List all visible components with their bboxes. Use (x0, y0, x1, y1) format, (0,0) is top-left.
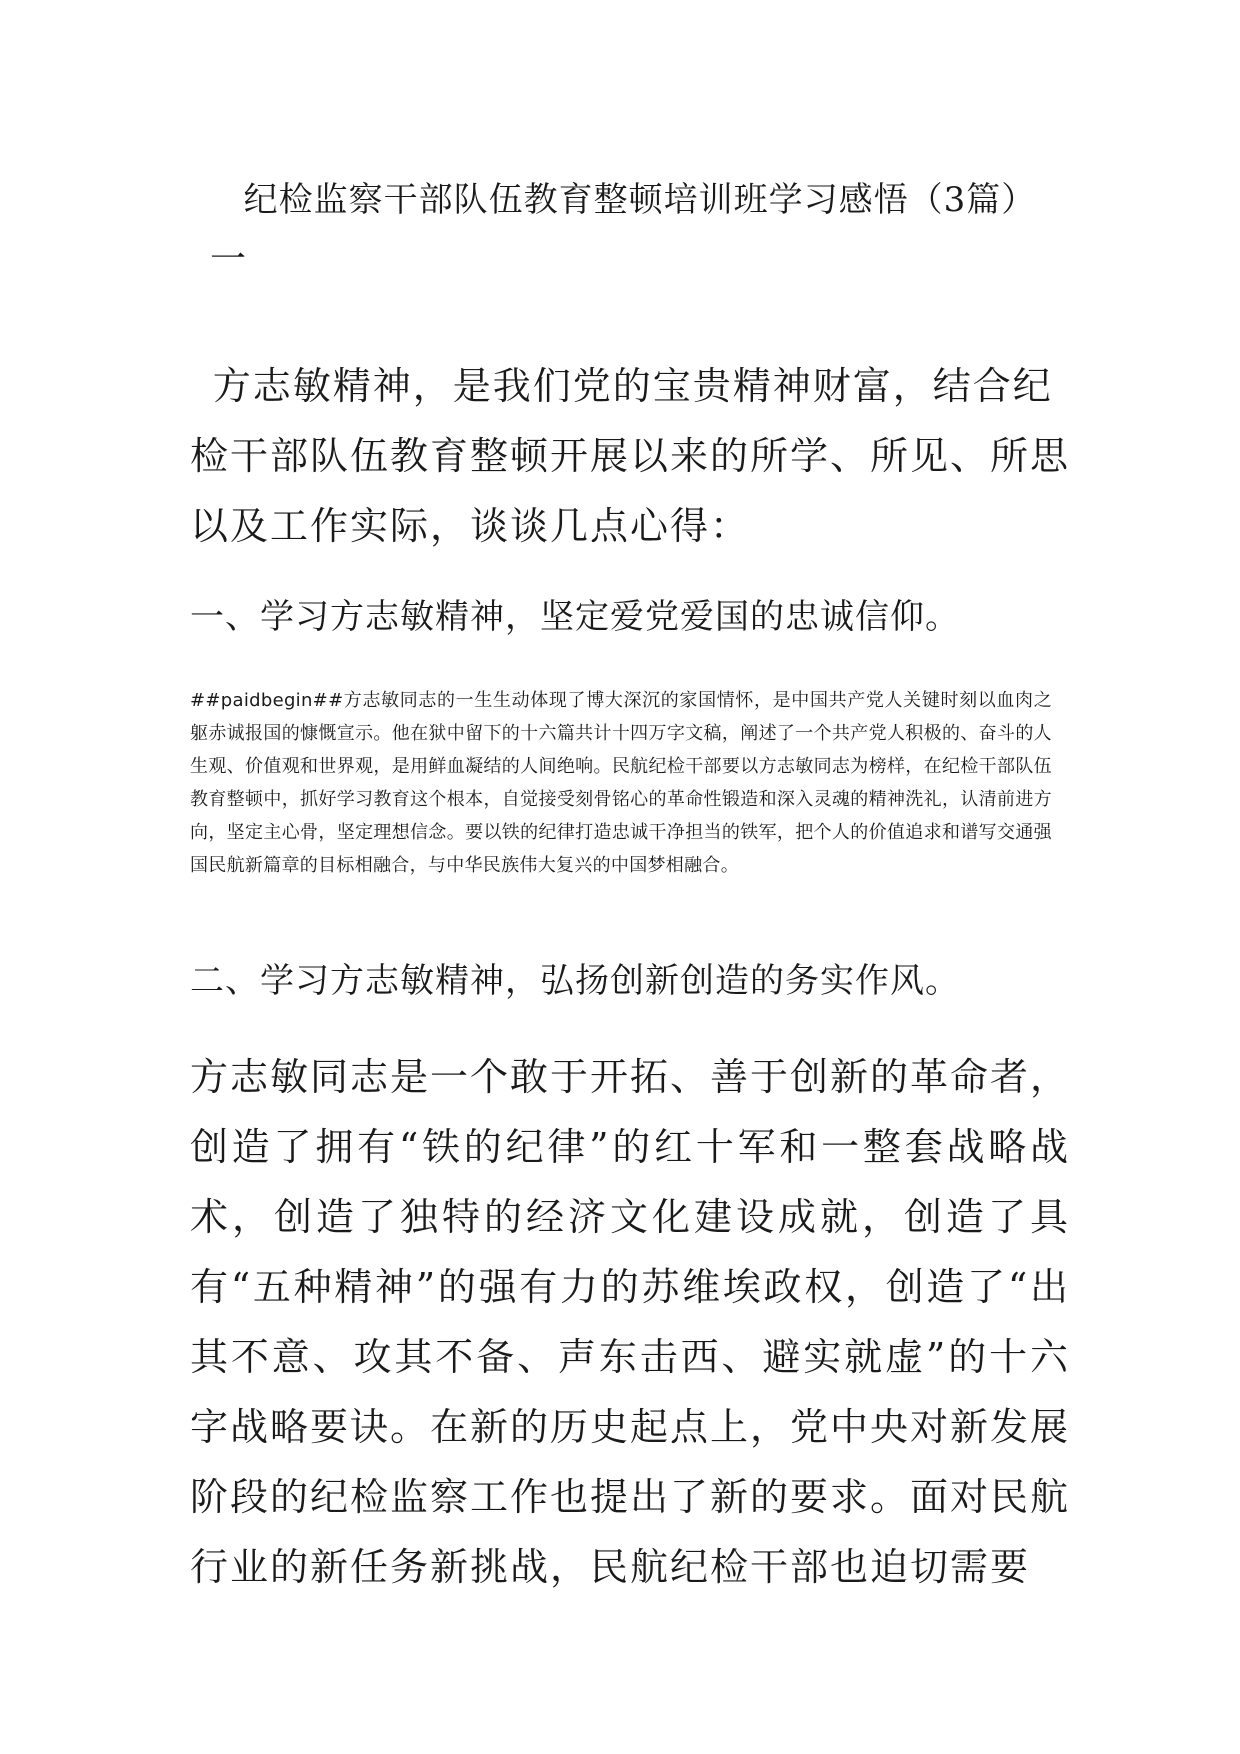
article-number: 一 (210, 239, 247, 280)
section-2-paragraph: 方志敏同志是一个敢于开拓、善于创新的革命者，创造了拥有“铁的纪律”的红十军和一整套战略战术，创造了独特的经济文化建设成就，创造了具有“五种精神”的强有力的苏维埃政权，创造了“出其不意、攻其不备、声东击西、避实就虚”的十六字战略要诀。在新的历史起点上，党中央对新发展阶段的纪检监察工作也提出了新的要求。面对民航行业的新任务新挑战，民航纪检干部也迫切需要 (190, 1055, 1071, 1589)
section-heading-1: 一、学习方志敏精神，坚定爱党爱国的忠诚信仰。 (190, 597, 960, 637)
intro-paragraph: 方志敏精神，是我们党的宝贵精神财富，结合纪检干部队伍教育整顿开展以来的所学、所见、所思以及工作实际，谈谈几点心得： (190, 364, 1071, 548)
document-title: 纪检监察干部队伍教育整顿培训班学习感悟（3篇） (243, 180, 1037, 220)
section-heading-2: 二、学习方志敏精神，弘扬创新创造的务实作风。 (190, 961, 960, 1001)
section-1-paragraph: ##paidbegin##方志敏同志的一生生动体现了博大深沉的家国情怀，是中国共产党人关键时刻以血肉之躯赤诚报国的慷慨宣示。他在狱中留下的十六篇共计十四万字文稿，阐述了一个共产党人积极的、奋斗的人生观、价值观和世界观，是用鲜血凝结的人间绝响。民航纪检干部要以方志敏同志为榜样，在纪检干部队伍教育整顿中，抓好学习教育这个根本，自觉接受刻骨铭心的革命性锻造和深入灵魂的精神洗礼，认清前进方向，坚定主心骨，坚定理想信念。要以铁的纪律打造忠诚干净担当的铁军，把个人的价值追求和谱写交通强国民航新篇章的目标相融合，与中华民族伟大复兴的中国梦相融合。 (190, 690, 1052, 876)
